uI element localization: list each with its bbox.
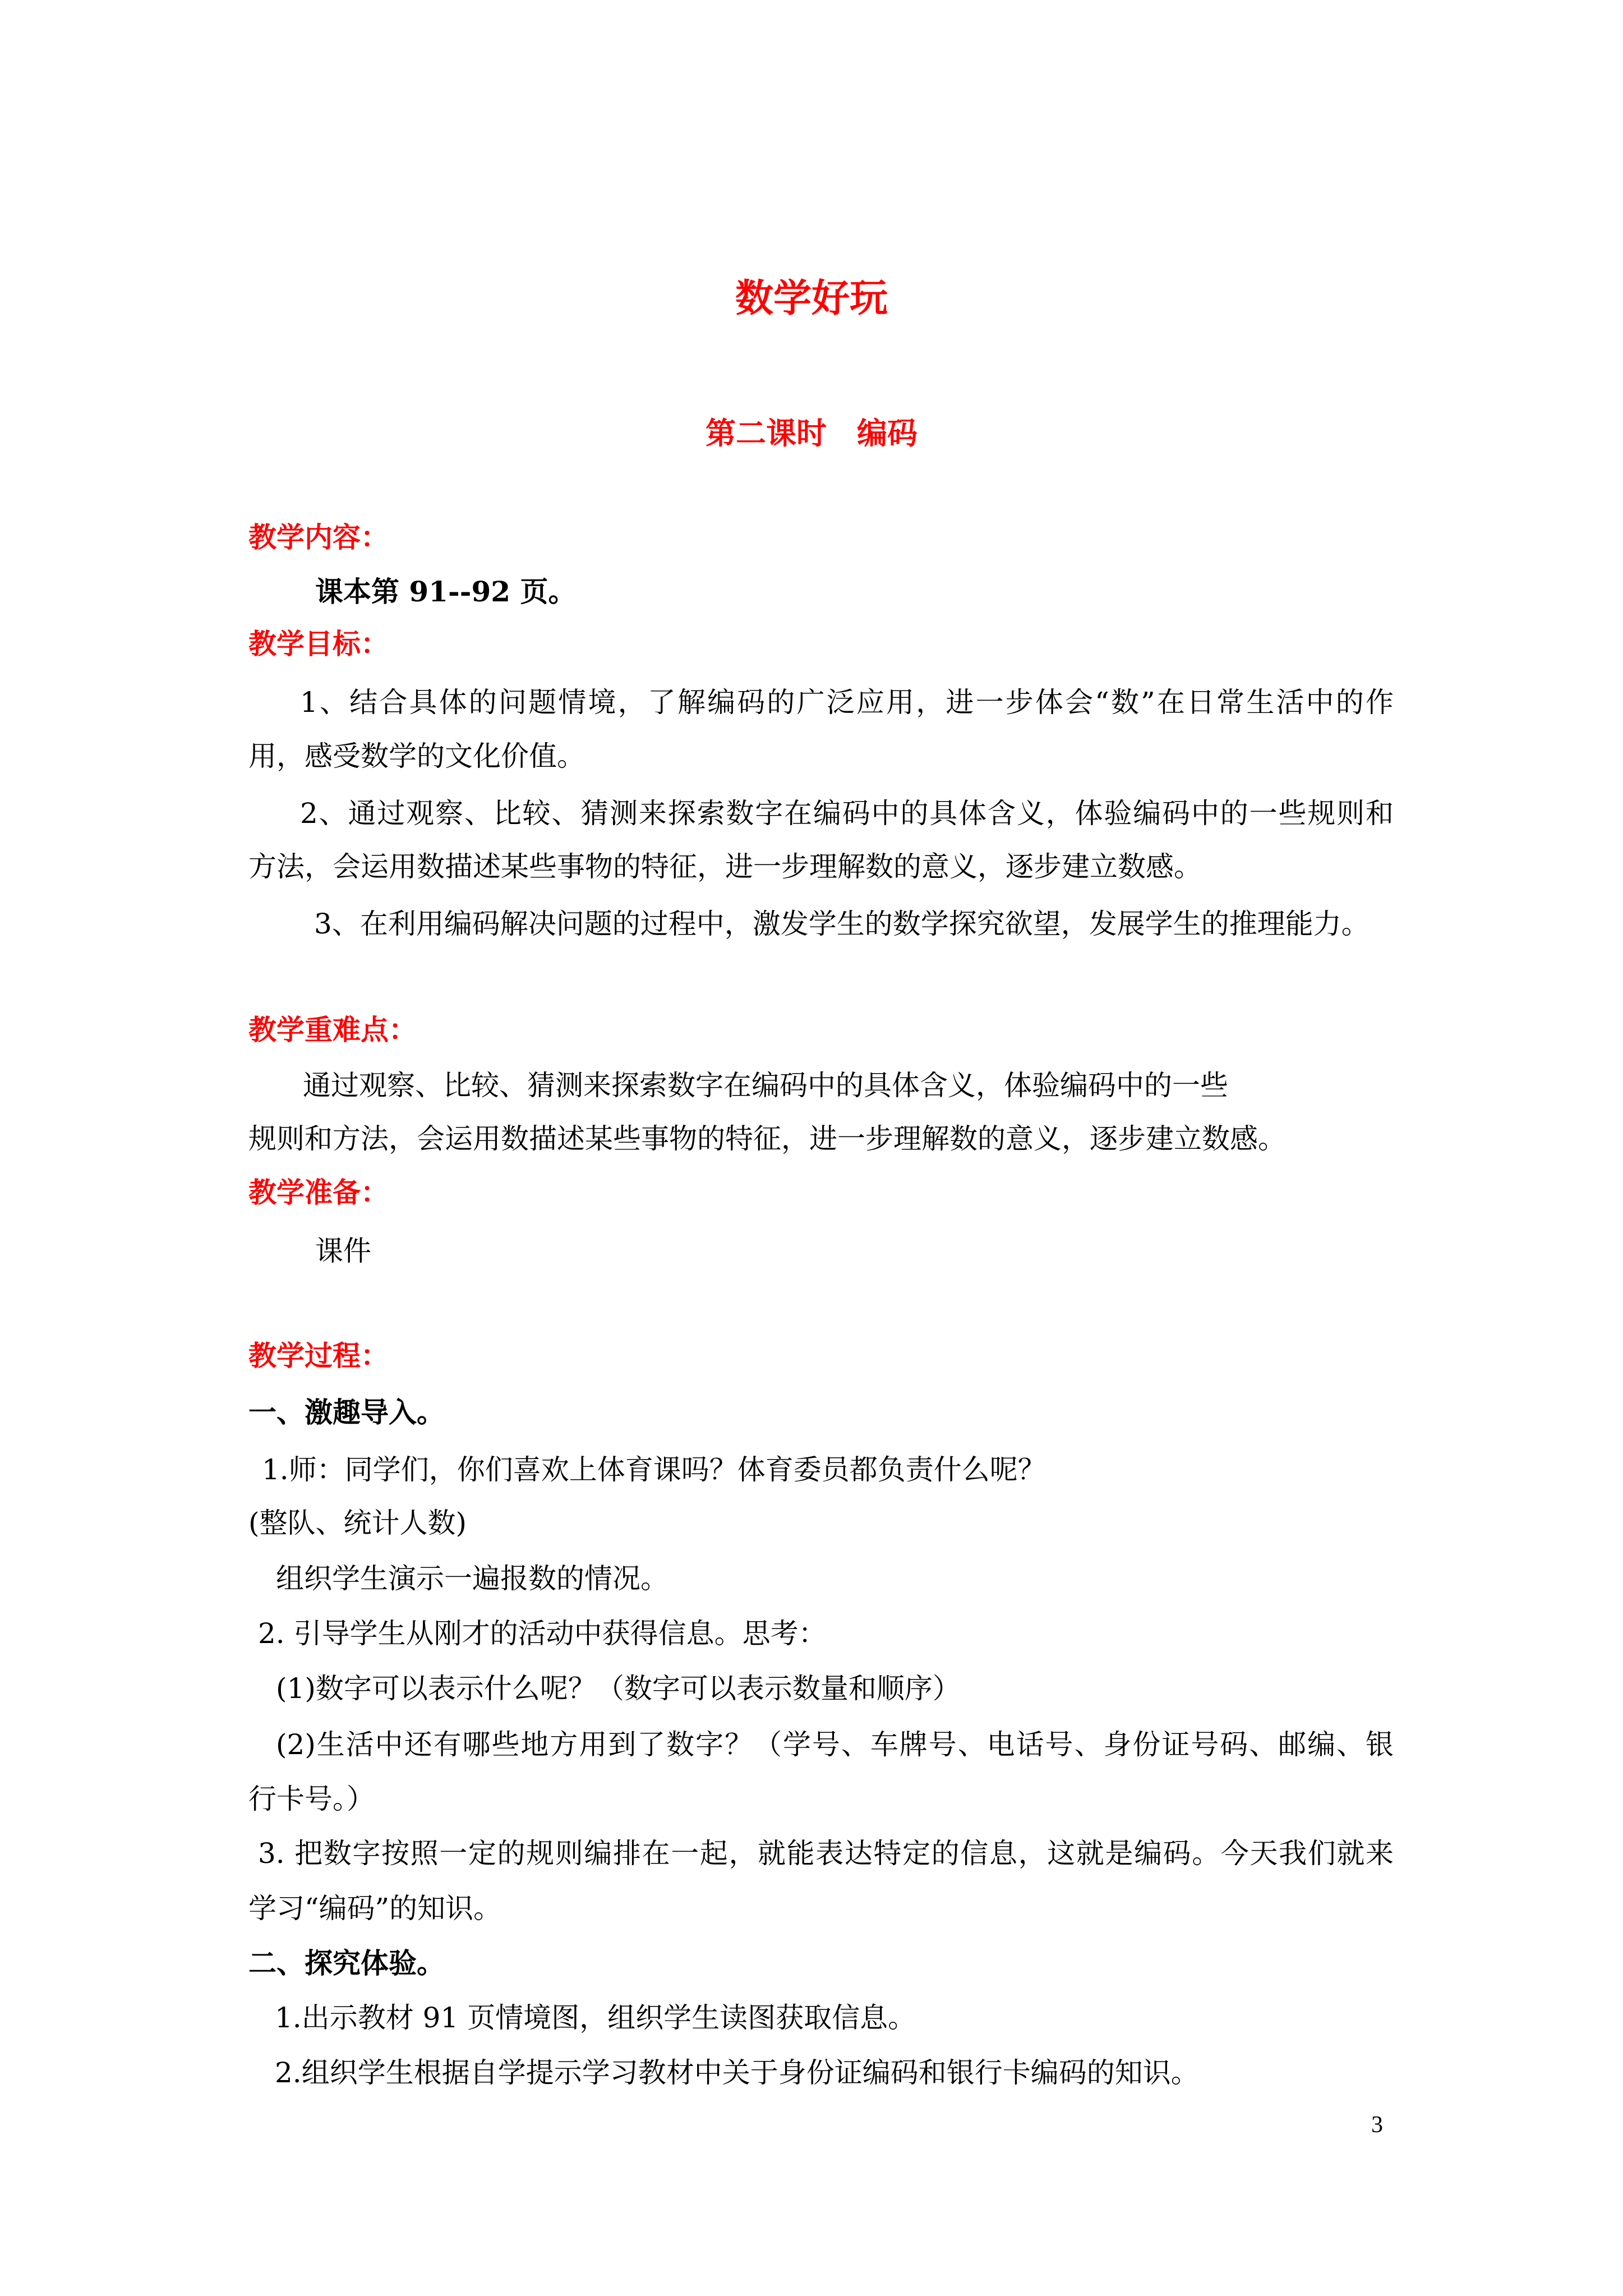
preparation-body: 课件 bbox=[315, 1235, 371, 1267]
key-points-heading: 教学重难点： bbox=[248, 1013, 417, 1046]
lesson-subtitle: 第二课时 编码 bbox=[706, 415, 917, 451]
part-1-question-1-activity: 组织学生演示一遍报数的情况。 bbox=[276, 1562, 668, 1595]
part-1-question-2: 2. 引导学生从刚才的活动中获得信息。思考： bbox=[258, 1617, 827, 1650]
process-heading: 教学过程： bbox=[248, 1339, 389, 1372]
goals-heading: 教学目标： bbox=[248, 627, 389, 660]
part-1-question-2-sub-2-line-1: (2)生活中还有哪些地方用到了数字？（学号、车牌号、电话号、身份证号码、邮编、银 bbox=[276, 1728, 1394, 1761]
page-number: 3 bbox=[1371, 2112, 1383, 2138]
key-points-line-2: 规则和方法，会运用数描述某些事物的特征，进一步理解数的意义，逐步建立数感。 bbox=[248, 1122, 1286, 1155]
content-heading: 教学内容： bbox=[248, 521, 389, 554]
key-points-line-1: 通过观察、比较、猜测来探索数字在编码中的具体含义，体验编码中的一些 bbox=[303, 1069, 1228, 1102]
goal-item-1-line-2: 用，感受数学的文化价值。 bbox=[248, 740, 585, 772]
part-1-question-3-line-1: 3. 把数字按照一定的规则编排在一起，就能表达特定的信息，这就是编码。今天我们就来 bbox=[258, 1837, 1394, 1870]
goal-item-2-line-2: 方法，会运用数描述某些事物的特征，进一步理解数的意义，逐步建立数感。 bbox=[248, 850, 1202, 883]
part-1-question-1-answer: (整队、统计人数) bbox=[248, 1507, 467, 1539]
goal-item-1-line-1: 1、结合具体的问题情境，了解编码的广泛应用，进一步体会“数”在日常生活中的作 bbox=[300, 686, 1394, 719]
preparation-heading: 教学准备： bbox=[248, 1176, 389, 1209]
content-body: 课本第 91--92 页。 bbox=[315, 575, 577, 608]
part-2-heading: 二、探究体验。 bbox=[248, 1947, 445, 1980]
part-2-step-2: 2.组织学生根据自学提示学习教材中关于身份证编码和银行卡编码的知识。 bbox=[275, 2056, 1199, 2089]
part-2-step-1: 1.出示教材 91 页情境图，组织学生读图获取信息。 bbox=[275, 2001, 916, 2034]
part-1-question-2-sub-2-line-2: 行卡号。） bbox=[248, 1783, 375, 1815]
part-1-question-1: 1.师：同学们，你们喜欢上体育课吗？体育委员都负责什么呢？ bbox=[262, 1453, 1046, 1486]
part-1-question-2-sub-1: (1)数字可以表示什么呢？（数字可以表示数量和顺序） bbox=[276, 1672, 961, 1705]
goal-item-2-line-1: 2、通过观察、比较、猜测来探索数字在编码中的具体含义，体验编码中的一些规则和 bbox=[300, 797, 1394, 830]
part-1-question-3-line-2: 学习“编码”的知识。 bbox=[248, 1892, 502, 1925]
document-title: 数学好玩 bbox=[735, 276, 888, 321]
goal-item-3: 3、在利用编码解决问题的过程中，激发学生的数学探究欲望，发展学生的推理能力。 bbox=[314, 908, 1370, 940]
part-1-heading: 一、激趣导入。 bbox=[248, 1396, 445, 1429]
